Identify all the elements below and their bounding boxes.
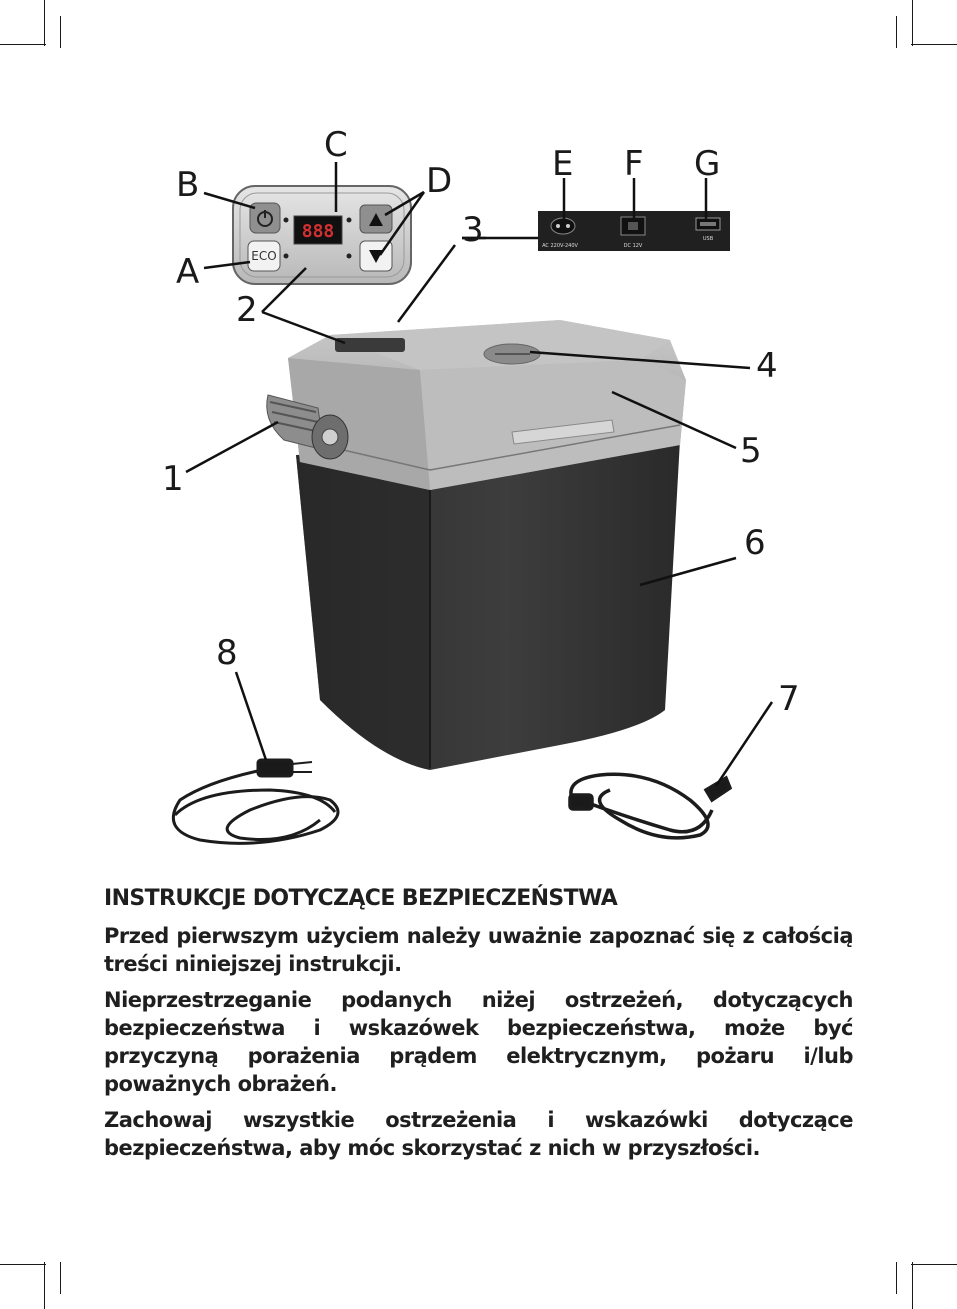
callout-e: E [552,144,574,184]
control-panel [233,186,411,284]
dc-label: DC 12V [623,243,643,249]
callout-5: 5 [740,431,762,471]
callout-6: 6 [744,523,766,563]
callout-g: G [694,144,721,184]
crop-mark [0,1264,46,1265]
callout-a: A [176,252,200,292]
ac-label: AC 220V-240V [542,243,578,249]
crop-mark [912,1262,913,1309]
callout-d: D [426,161,453,201]
safety-instructions [104,884,853,1170]
paragraph-3: Zachowaj wszystkie ostrzeżenia i wskazówki dotyczące bezpieczeństwa, aby móc skorzystać z nich w przyszłości. [104,1108,853,1160]
paragraph-2: Nieprzestrzeganie podanych niżej ostrzeżeń, dotyczących bezpieczeństwa i wskazówek bezpieczeństwa, może być przyczyną porażenia prądem elektrycznym, pożaru i/lub poważnych obrażeń. [104,988,853,1096]
crop-mark [60,1262,61,1294]
cooler-box [267,320,686,770]
eco-button[interactable] [248,241,280,271]
callout-3: 3 [462,210,484,250]
display-digits: 888 [301,221,335,242]
crop-mark [911,1264,957,1265]
safety-heading: INSTRUKCJE DOTYCZĄCE BEZPIECZEŃSTWA [104,886,618,911]
eco-label: ECO [251,249,277,263]
crop-mark [44,1262,45,1309]
crop-mark [896,1262,897,1294]
callout-f: F [624,144,644,184]
callout-1: 1 [162,459,184,499]
callout-8: 8 [216,633,238,673]
ac-power-cable [173,760,338,843]
dc-car-cable [570,774,730,838]
usb-label: USB [702,236,714,242]
callout-7: 7 [778,679,800,719]
paragraph-1: Przed pierwszym użyciem należy uważnie zapoznać się z całością treści niniejszej instrukcji. [104,924,853,976]
callout-c: C [324,125,348,165]
callout-b: B [176,165,200,205]
callout-2: 2 [236,290,258,330]
callout-4: 4 [756,346,778,386]
up-button[interactable] [360,205,392,233]
